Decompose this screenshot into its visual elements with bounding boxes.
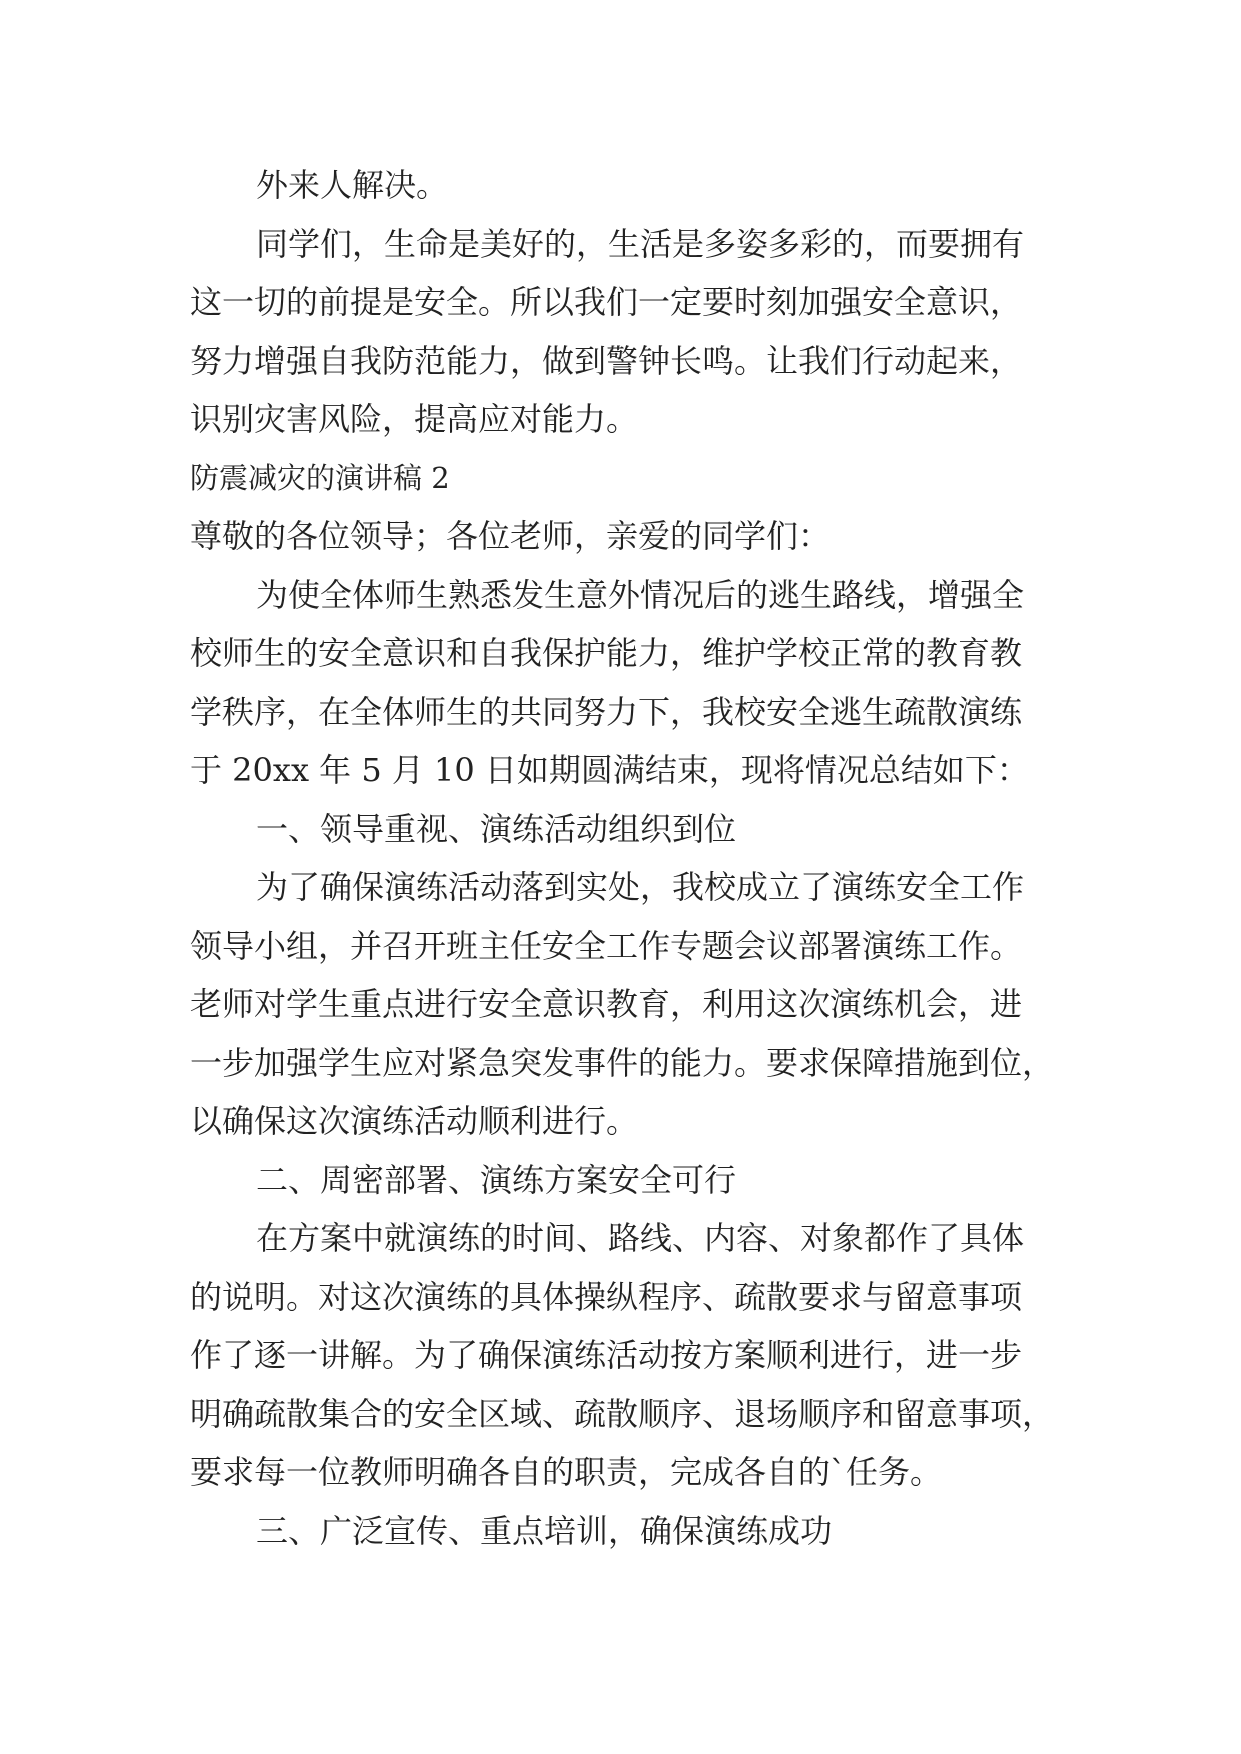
paragraph-line: 在方案中就演练的时间、路线、内容、对象都作了具体 <box>256 1219 1025 1257</box>
document-body <box>190 156 1070 1560</box>
section-title: 防震减灾的演讲稿 2 <box>190 460 450 495</box>
paragraph-line: 识别灾害风险，提高应对能力。 <box>190 400 639 438</box>
paragraph-line: 为了确保演练活动落到实处，我校成立了演练安全工作 <box>256 868 1025 906</box>
subheading-line: 二、周密部署、演练方案安全可行 <box>256 1160 737 1199</box>
paragraph-line: 作了逐一讲解。为了确保演练活动按方案顺利进行，进一步 <box>190 1336 1023 1374</box>
paragraph-line: 外来人解决。 <box>256 166 449 204</box>
subheading-line: 一、领导重视、演练活动组织到位 <box>256 809 737 848</box>
paragraph-line: 为使全体师生熟悉发生意外情况后的逃生路线，增强全 <box>256 575 1025 614</box>
subheading-line: 三、广泛宣传、重点培训，确保演练成功 <box>256 1511 833 1550</box>
paragraph-line: 明确疏散集合的安全区域、疏散顺序、退场顺序和留意事项， <box>190 1394 1055 1433</box>
paragraph-line: 以确保这次演练活动顺利进行。 <box>190 1102 639 1140</box>
salutation-line: 尊敬的各位领导；各位老师，亲爱的同学们： <box>190 517 831 555</box>
paragraph-line: 校师生的安全意识和自我保护能力，维护学校正常的教育教 <box>190 634 1023 672</box>
paragraph-line: 领导小组，并召开班主任安全工作专题会议部署演练工作。 <box>190 926 1023 965</box>
paragraph-line: 一步加强学生应对紧急突发事件的能力。要求保障措施到位， <box>190 1043 1055 1082</box>
paragraph-line: 努力增强自我防范能力，做到警钟长鸣。让我们行动起来， <box>190 341 1023 380</box>
paragraph-line: 同学们，生命是美好的，生活是多姿多彩的，而要拥有 <box>256 224 1025 263</box>
paragraph-line: 这一切的前提是安全。所以我们一定要时刻加强安全意识， <box>190 283 1023 321</box>
paragraph-line: 要求每一位教师明确各自的职责，完成各自的`任务。 <box>190 1453 943 1491</box>
paragraph-line: 的说明。对这次演练的具体操纵程序、疏散要求与留意事项 <box>190 1277 1023 1316</box>
paragraph-line: 学秩序，在全体师生的共同努力下，我校安全逃生疏散演练 <box>190 692 1023 731</box>
paragraph-line: 老师对学生重点进行安全意识教育，利用这次演练机会，进 <box>190 985 1023 1023</box>
paragraph-line: 于 20xx 年 5 月 10 日如期圆满结束，现将情况总结如下： <box>190 751 1029 789</box>
